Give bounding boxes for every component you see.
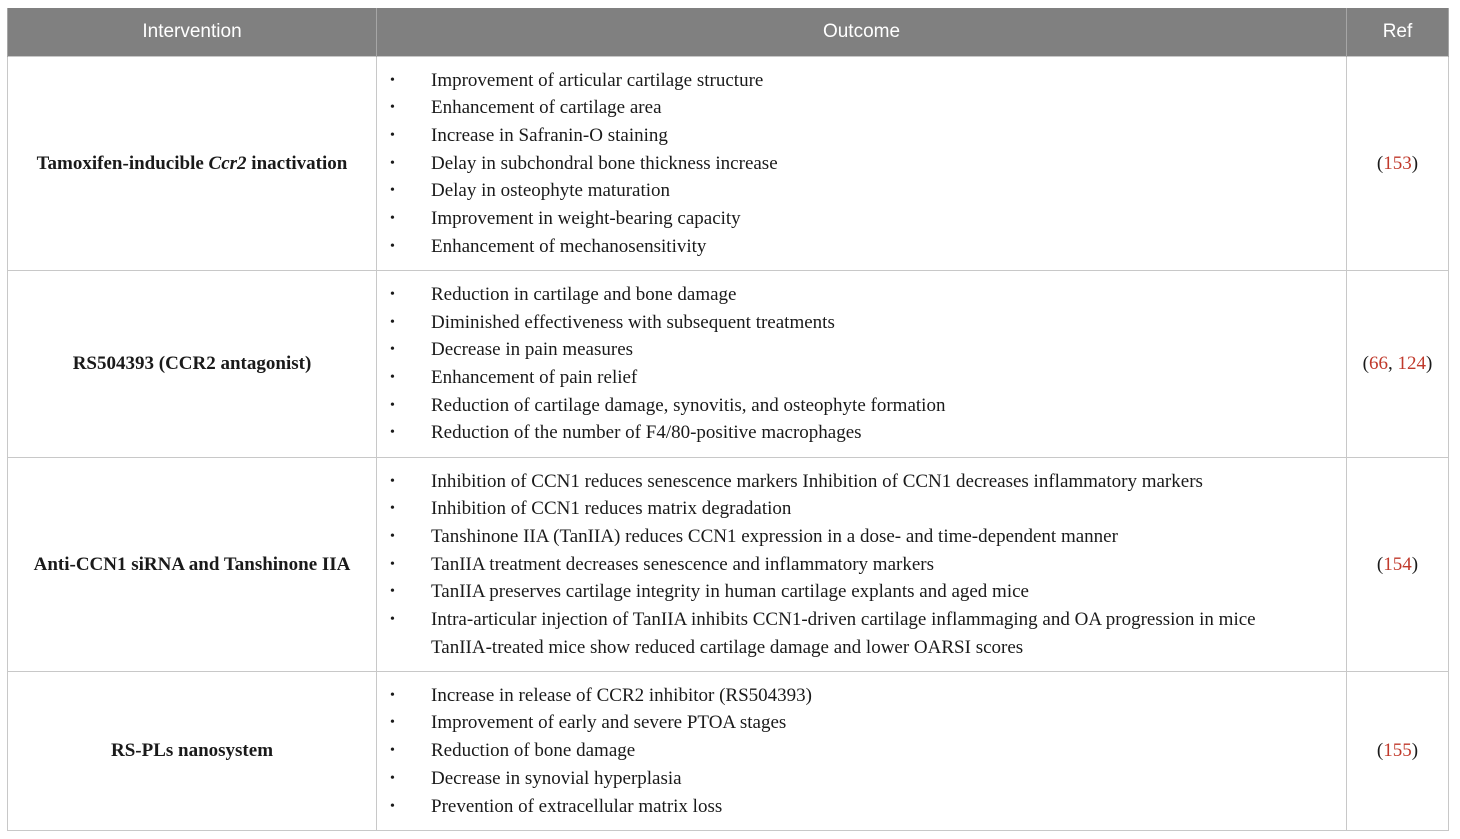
outcome-item: • Delay in osteophyte maturation [377,177,1338,205]
bullet-icon: • [390,798,395,814]
outcome-item: • Inhibition of CCN1 reduces matrix degradation [377,495,1338,523]
header-outcome: Outcome [377,8,1347,57]
table-body [8,57,1449,831]
ref-cell: (153) [1347,57,1449,271]
outcome-item: • Increase in Safranin-O staining [377,122,1338,150]
ref-link[interactable]: 124 [1397,353,1426,374]
bullet-icon: • [390,238,395,254]
bullet-icon: • [390,425,395,441]
outcome-item: • Reduction of cartilage damage, synovitis, and osteophyte formation [377,392,1338,420]
bullet-icon: • [390,72,395,88]
ref-link[interactable]: 154 [1383,553,1412,575]
outcome-item: • Decrease in synovial hyperplasia [377,765,1338,793]
bullet-icon: • [390,127,395,143]
bullet-icon: • [390,770,395,786]
bullet-icon: • [390,473,395,489]
bullet-icon: • [390,342,395,358]
intervention-cell [8,271,377,458]
outcome-cell [377,271,1347,458]
intervention-cell [8,672,377,831]
outcome-item: • Enhancement of pain relief [377,364,1338,392]
outcome-list [377,468,1346,662]
header-row [8,8,1449,57]
table-header [8,8,1449,57]
intervention-text: RS-PLs nanosystem [110,740,274,761]
bullet-icon: • [390,612,395,628]
outcome-item: • Decrease in pain measures [377,336,1338,364]
bullet-icon: • [390,743,395,759]
outcome-item: • Reduction of bone damage [377,737,1338,765]
outcome-item: • Tanshinone IIA (TanIIA) reduces CCN1 expression in a dose- and time-dependent manner [377,523,1338,551]
bullet-icon: • [390,211,395,227]
outcome-list [377,281,1346,447]
bullet-icon: • [390,286,395,302]
bullet-icon: • [390,370,395,385]
outcome-item: • Enhancement of cartilage area [377,94,1338,122]
outcome-cell [377,672,1347,831]
bullet-icon: • [390,556,395,572]
outcome-item: • Improvement of early and severe PTOA stages [377,709,1338,737]
table-row [8,672,1449,831]
outcome-item: • Inhibition of CCN1 reduces senescence markers Inhibition of CCN1 decreases inflammatory markers [377,468,1338,496]
table-row [8,458,1449,672]
outcome-list [377,67,1346,261]
ref-cell: (154) [1347,458,1449,672]
ref-cell: (155) [1347,672,1449,831]
outcome-list [377,682,1346,821]
bullet-icon: • [390,584,395,600]
outcome-item: • Improvement of articular cartilage structure [377,67,1338,95]
outcome-cell [377,458,1347,672]
intervention-text: Anti-CCN1 siRNA and Tanshinone IIA [33,553,351,575]
intervention-cell [8,57,377,271]
bullet-icon: • [390,155,395,171]
outcome-item: • Diminished effectiveness with subsequent treatments [377,309,1338,337]
ref-cell: (66, 124) [1347,271,1449,458]
interventions-table [7,8,1449,831]
outcome-item: • Reduction in cartilage and bone damage [377,281,1338,309]
ref-link[interactable]: 66 [1369,353,1388,374]
outcome-item: • Improvement in weight-bearing capacity [377,205,1338,233]
bullet-icon: • [390,715,395,731]
bullet-icon: • [390,397,395,413]
outcome-item: • Delay in subchondral bone thickness increase [377,150,1338,178]
outcome-item: • Intra-articular injection of TanIIA inhibits CCN1-driven cartilage inflammaging and OA progression in mice [377,606,1338,634]
ref-link[interactable]: 155 [1383,740,1412,761]
bullet-icon: • [390,528,395,544]
outcome-item: • Increase in release of CCR2 inhibitor (RS504393) [377,682,1338,710]
intervention-text-suffix: inactivation [246,152,348,174]
outcome-item: • Enhancement of mechanosensitivity [377,233,1338,261]
ref-link[interactable]: 153 [1383,152,1412,174]
table-row [8,271,1449,458]
outcome-item: • Reduction of the number of F4/80-positive macrophages [377,419,1338,447]
outcome-cell [377,57,1347,271]
bullet-icon: • [390,501,395,517]
bullet-icon: • [390,100,395,116]
outcome-continuation: TanIIA-treated mice show reduced cartilage damage and lower OARSI scores [431,636,1024,658]
intervention-text: RS504393 (CCR2 antagonist) [72,353,312,374]
intervention-text: Tamoxifen-inducible [36,152,209,174]
intervention-cell [8,458,377,672]
bullet-icon: • [390,687,395,703]
intervention-gene-italic: Ccr2 [208,152,247,174]
outcome-item: • Prevention of extracellular matrix loss [377,793,1338,821]
outcome-item: • TanIIA preserves cartilage integrity in human cartilage explants and aged mice [377,578,1338,606]
header-intervention: Intervention [8,8,377,57]
bullet-icon: • [390,314,395,330]
bullet-icon: • [390,183,395,199]
table-row [8,57,1449,271]
outcome-item: • TanIIA treatment decreases senescence and inflammatory markers [377,551,1338,579]
header-ref: Ref [1347,8,1449,57]
